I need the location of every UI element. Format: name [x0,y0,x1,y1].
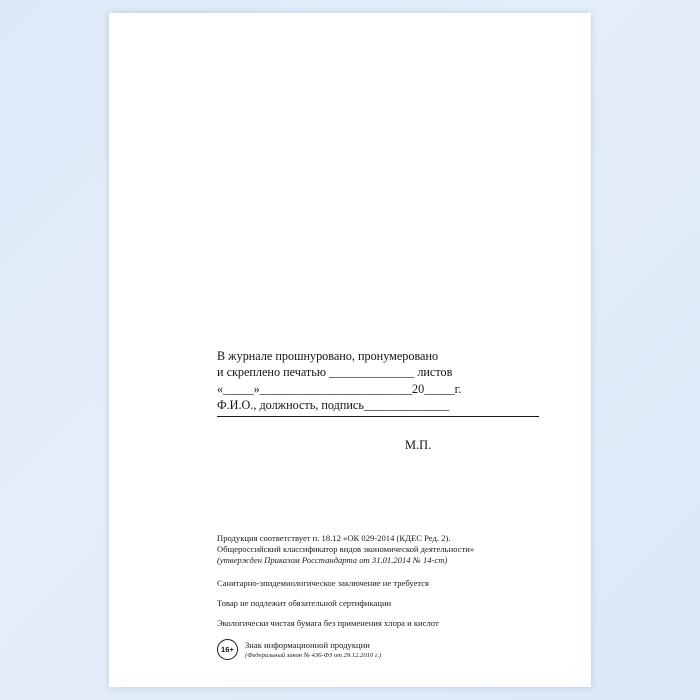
age-rating-icon: 16+ [217,639,238,660]
okved-line-1: Продукция соответствует п. 18.12 «ОК 029-2014 (КДЕС Ред. 2). [217,533,451,543]
cert-signature-rule [217,416,539,417]
footer-paragraph-certification: Товар не подлежит обязательной сертификации [217,597,392,608]
cert-line-3: «_____»_________________________20_____г. [217,381,462,396]
age-mark-row [217,638,557,660]
okved-line-2: Общероссийский классификатор видов экономической деятельности» [217,544,475,555]
footer-paragraph-sanitary: Санитарно-эпидемиологическое заключение не требуется [217,577,430,588]
page-content [109,13,591,687]
stamp-place-label: М.П. [405,438,432,452]
age-mark-law: (Федеральный закон № 436-ФЗ от 29.12.2010 г.) [245,651,382,659]
footer-legal-block [217,533,557,660]
cert-line-1: В журнале прошнуровано, пронумеровано [217,349,439,363]
cert-line-4: Ф.И.О., должность, подпись______________ [217,398,450,413]
cert-line-2: и скреплено печатью ______________ листов [217,365,453,380]
footer-paragraph-okved [217,533,557,567]
age-mark-title: Знак информационной продукции [245,640,370,651]
footer-paragraph-ecology: Экологически чистая бумага без применения хлора и кислот [217,618,439,629]
document-page [109,13,591,687]
certification-block [217,348,547,417]
age-mark-text [245,638,381,660]
okved-line-3: (утвержден Приказом Росстандарта от 31.01.2014 № 14-ст) [217,555,448,566]
